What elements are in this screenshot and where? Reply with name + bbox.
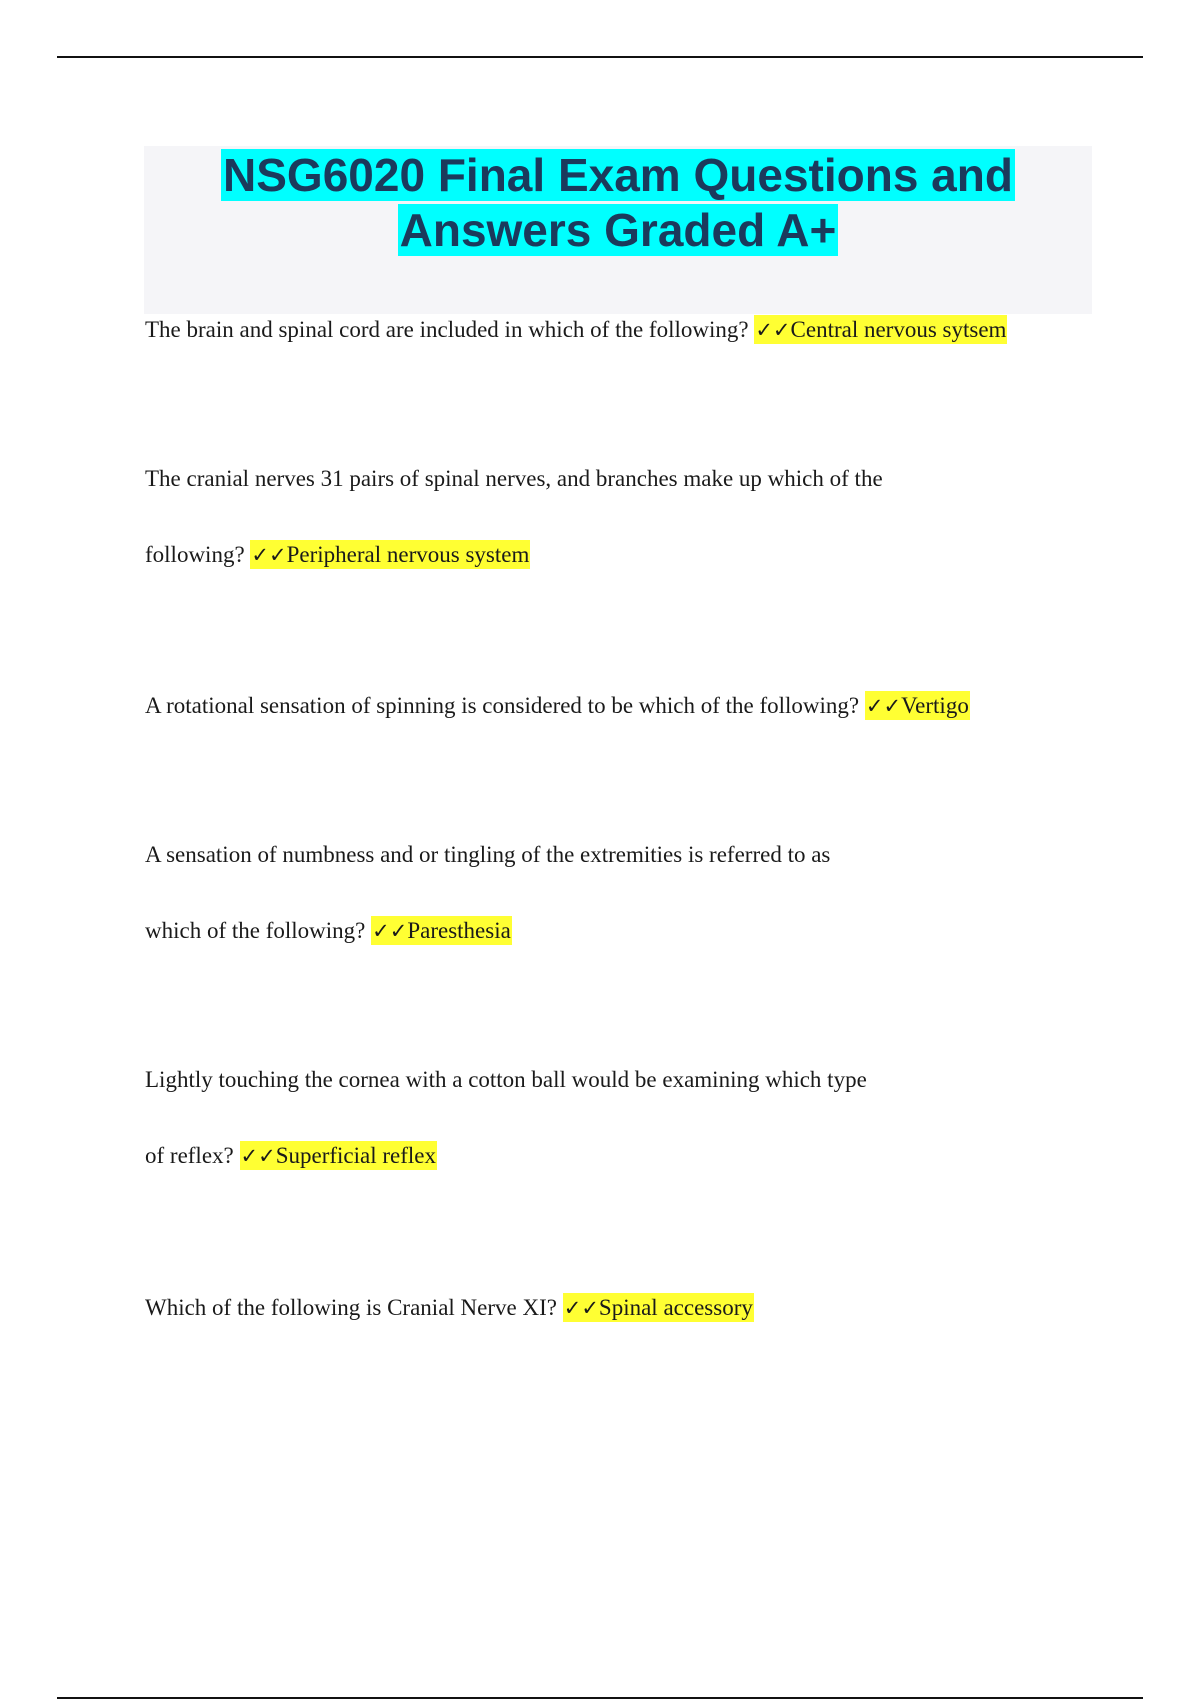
answer-highlight [865,691,970,720]
answer-highlight [754,315,1007,344]
title-block [144,146,1092,314]
question-text: A rotational sensation of spinning is considered to be which of the following? [145,693,860,718]
answer-text: Spinal accessory [598,1295,753,1320]
answer-highlight [240,1141,437,1170]
footer-rule [57,1697,1143,1699]
double-check-icon: ✓✓ [865,694,902,718]
double-check-icon: ✓✓ [372,919,408,943]
double-check-icon: ✓✓ [240,1144,276,1168]
double-check-icon: ✓✓ [251,543,287,567]
question-text: A sensation of numbness and or tingling of the extremities is referred to as [145,842,831,867]
question-item [145,1270,1105,1346]
question-item [145,668,1105,744]
page-title-line-1: NSG6020 Final Exam Questions and [223,149,1013,201]
question-item [145,817,1105,969]
question-text: The brain and spinal cord are included in which of the following? [145,317,749,342]
answer-text: Central nervous sytsem [790,317,1007,342]
question-text-continued: which of the following? [145,918,366,943]
page-title-line-2: Answers Graded A+ [399,204,837,256]
answer-text: Vertigo [901,693,969,718]
answer-highlight [371,916,512,945]
answer-text: Peripheral nervous system [286,542,530,567]
answer-text: Paresthesia [407,918,511,943]
question-item [145,1042,1105,1194]
answer-highlight [250,540,530,569]
answer-highlight [563,1293,754,1322]
double-check-icon: ✓✓ [755,318,791,342]
question-text-continued: following? [145,542,245,567]
double-check-icon: ✓✓ [563,1296,599,1320]
question-item [145,292,1105,368]
question-text: Lightly touching the cornea with a cotton ball would be examining which type [145,1067,867,1092]
question-text: Which of the following is Cranial Nerve XI? [145,1295,557,1320]
header-rule [57,56,1143,58]
question-item [145,441,1105,593]
question-text-continued: of reflex? [145,1143,234,1168]
answer-text: Superficial reflex [275,1143,436,1168]
question-text: The cranial nerves 31 pairs of spinal nerves, and branches make up which of the [145,466,883,491]
